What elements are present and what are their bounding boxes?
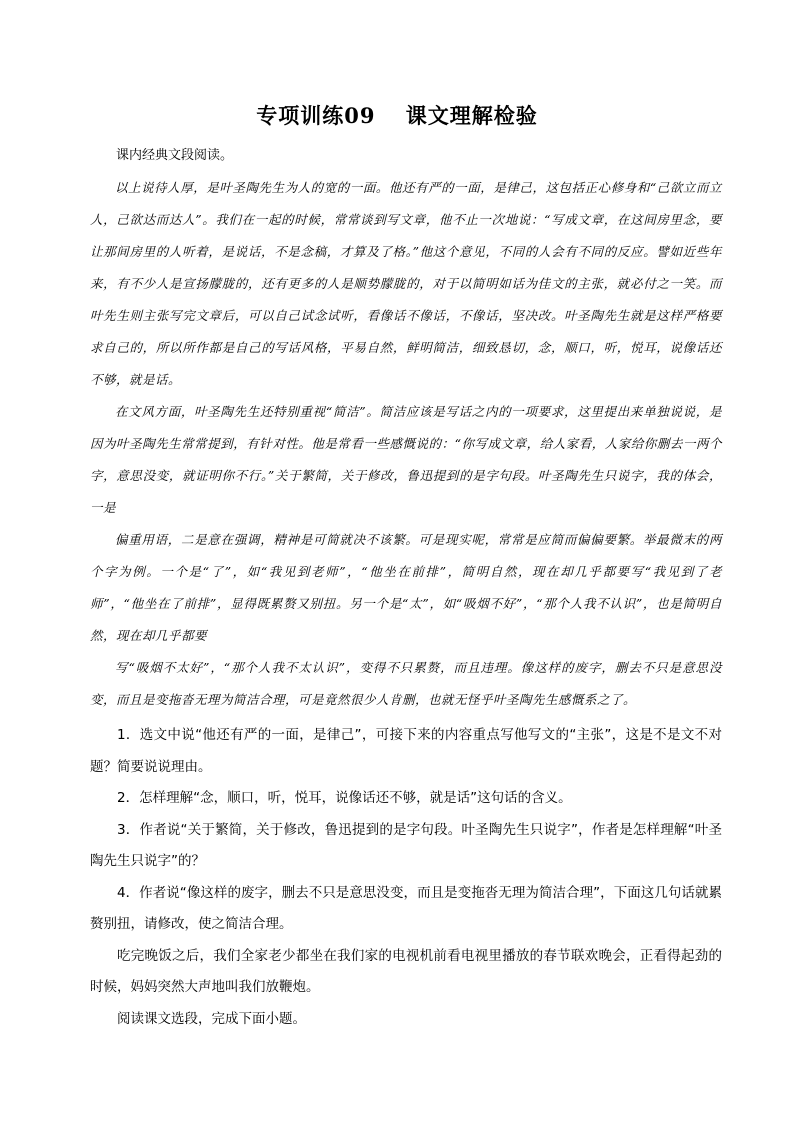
- passage-paragraph-4: 写“吸烟不太好”，“那个人我不太认识”，变得不只累赘，而且违理。像这样的废字，删去不只是意思没变，而且是变拖沓无理为简洁合理，可是竟然很少人肯删，也就无怪乎叶圣陶先生感慨系之了。: [90, 660, 722, 707]
- question-1: 1．选文中说“他还有严的一面，是律己”，可接下来的内容重点写他写文的“主张”，这是不是文不对题？简要说说理由。: [90, 727, 722, 775]
- passage-paragraph-2: 在文风方面，叶圣陶先生还特别重视“简洁”。简洁应该是写话之内的一项要求，这里提出来单独说说，是因为叶圣陶先生常常提到，有针对性。他是常看一些感慨说的：“你写成文章，给人家看，人家给你删去一两个字，意思没变，就证明你不行。”关于繁简，关于修改，鲁迅提到的是字句段。叶圣陶先生只说字，我的体会，一是: [90, 404, 722, 515]
- exercise-sentence: 吃完晚饭之后，我们全家老少都坐在我们家的电视机前看电视里播放的春节联欢晚会，正看得起劲的时候，妈妈突然大声地叫我们放鞭炮。: [90, 947, 722, 995]
- page-title: 专项训练09 课文理解检验: [256, 103, 538, 128]
- document-body: [90, 142, 722, 1035]
- question-4: 4．作者说“像这样的废字，删去不只是意思没变，而且是变拖沓无理为简洁合理”，下面这几句话就累赘别扭，请修改，使之简洁合理。: [90, 884, 722, 932]
- passage-paragraph-1: 以上说待人厚，是叶圣陶先生为人的宽的一面。他还有严的一面，是律己，这包括正心修身和“己欲立而立人，己欲达而达人”。我们在一起的时候，常常谈到写文章，他不止一次地说：“写成文章，在这间房里念，要让那间房里的人听着，是说话，不是念稿，才算及了格。”他这个意见，不同的人会有不同的反应。譬如近些年来，有不少人是宣扬朦胧的，还有更多的人是顺势朦胧的，对于以简明如话为佳文的主张，就必付之一笑。而叶先生则主张写完文章后，可以自己试念试听，看像话不像话，不像话，坚决改。叶圣陶先生就是这样严格要求自己的，所以所作都是自己的写话风格，平易自然，鲜明简洁，细致恳切，念，顺口，听，悦耳，说像话还不够，就是话。: [90, 180, 722, 387]
- question-3: 3．作者说“关于繁简，关于修改，鲁迅提到的是字句段。叶圣陶先生只说字”，作者是怎样理解“叶圣陶先生只说字”的？: [90, 821, 722, 869]
- question-2: 2．怎样理解“念，顺口，听，悦耳，说像话还不够，就是话”这句话的含义。: [117, 790, 572, 806]
- passage-paragraph-3: 偏重用语，二是意在强调，精神是可简就决不该繁。可是现实呢，常常是应简而偏偏要繁。举最微末的两个字为例。一个是“了”，如“我见到老师”，“他坐在前排”，简明自然，现在却几乎都要写“我见到了老师”，“他坐在了前排”，显得既累赘又别扭。另一个是“太”，如“吸烟不好”，“那个人我不认识”，也是简明自然，现在却几乎都要: [90, 532, 722, 643]
- section-intro: 课内经典文段阅读。: [116, 148, 234, 163]
- closing-instruction: 阅读课文选段，完成下面小题。: [117, 1010, 306, 1027]
